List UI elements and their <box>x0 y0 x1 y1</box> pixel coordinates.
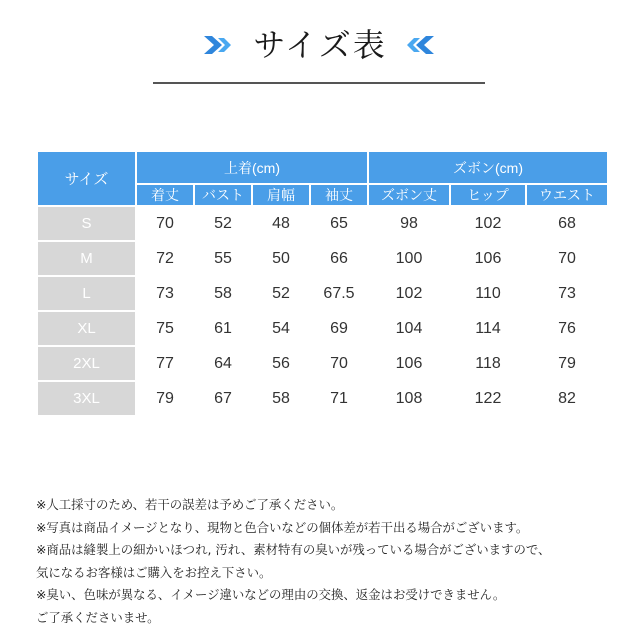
table-cell: 54 <box>272 319 290 337</box>
row-size-label: XL <box>38 312 135 345</box>
table-row <box>38 347 607 380</box>
table-row <box>38 312 607 345</box>
note-line: ※商品は縫製上の細かいほつれ, 汚れ、素材特有の臭いが残っている場合がございますので、 <box>36 542 551 558</box>
column-header: ウエスト <box>527 185 607 205</box>
note-line: ※臭い、色味が異なる、イメージ違いなどの理由の交換、返金はお受けできません。 <box>36 587 506 603</box>
table-cell: 56 <box>272 354 290 372</box>
table-cell: 102 <box>395 284 423 302</box>
table-cell: 50 <box>272 249 290 267</box>
table-cell: 79 <box>558 354 576 372</box>
table-cell: 73 <box>156 284 174 302</box>
table-cell: 70 <box>156 214 174 232</box>
row-size-label: 2XL <box>38 347 135 380</box>
table-cell: 67.5 <box>323 284 355 302</box>
row-size-label: M <box>38 242 135 275</box>
table-cell: 69 <box>330 319 348 337</box>
table-cell: 66 <box>330 249 348 267</box>
column-header: ズボン丈 <box>369 185 449 205</box>
table-cell: 55 <box>214 249 232 267</box>
row-size-label: S <box>38 207 135 240</box>
table-cell: 61 <box>214 319 232 337</box>
size-table <box>36 150 609 417</box>
table-cell: 100 <box>395 249 423 267</box>
table-cell: 114 <box>475 319 501 337</box>
table-cell: 82 <box>558 389 576 407</box>
table-row <box>38 382 607 415</box>
table-cell: 70 <box>558 249 576 267</box>
note-line: 気になるお客様はご購入をお控え下さい。 <box>36 564 272 580</box>
table-cell: 58 <box>272 389 290 407</box>
table-cell: 79 <box>156 389 174 407</box>
row-size-label: 3XL <box>38 382 135 415</box>
table-cell: 67 <box>214 389 232 407</box>
size-column-header: サイズ <box>38 152 135 205</box>
note-line: ※写真は商品イメージとなり、現物と色合いなどの個体差が若干出る場合がございます。 <box>36 519 529 535</box>
row-size-label: L <box>38 277 135 310</box>
table-row <box>38 207 607 240</box>
bottom-group-header: ズボン(cm) <box>369 152 607 183</box>
table-cell: 48 <box>272 214 290 232</box>
table-cell: 108 <box>395 389 423 407</box>
column-header: ヒップ <box>451 185 525 205</box>
table-row <box>38 242 607 275</box>
notes-block <box>36 494 626 630</box>
column-header: 着丈 <box>137 185 193 205</box>
table-cell: 72 <box>156 249 174 267</box>
table-cell: 110 <box>475 284 501 302</box>
table-cell: 98 <box>400 214 418 232</box>
table-cell: 76 <box>558 319 576 337</box>
table-cell: 75 <box>156 319 174 337</box>
title-underline <box>153 82 485 84</box>
note-line: ご了承くださいませ。 <box>36 609 160 625</box>
table-cell: 68 <box>558 214 576 232</box>
table-cell: 70 <box>330 354 348 372</box>
column-header: 袖丈 <box>311 185 367 205</box>
table-cell: 77 <box>156 354 174 372</box>
table-cell: 52 <box>214 214 232 232</box>
table-cell: 106 <box>474 249 502 267</box>
table-cell: 58 <box>214 284 232 302</box>
table-cell: 106 <box>395 354 423 372</box>
table-cell: 102 <box>474 214 502 232</box>
table-cell: 65 <box>330 214 348 232</box>
table-cell: 118 <box>475 354 501 372</box>
table-cell: 73 <box>558 284 576 302</box>
table-cell: 52 <box>272 284 290 302</box>
note-line: ※人工採寸のため、若干の誤差は予めご了承ください。 <box>36 497 344 512</box>
table-cell: 71 <box>330 389 348 407</box>
table-cell: 104 <box>395 319 423 337</box>
column-header: 肩幅 <box>253 185 309 205</box>
table-cell: 122 <box>474 389 502 407</box>
top-group-header: 上着(cm) <box>137 152 367 183</box>
page-title: サイズ表 <box>253 26 387 64</box>
column-header: バスト <box>195 185 251 205</box>
chevron-left-icon <box>404 34 434 56</box>
table-cell: 64 <box>214 354 232 372</box>
title-area <box>0 22 640 72</box>
table-row <box>38 277 607 310</box>
